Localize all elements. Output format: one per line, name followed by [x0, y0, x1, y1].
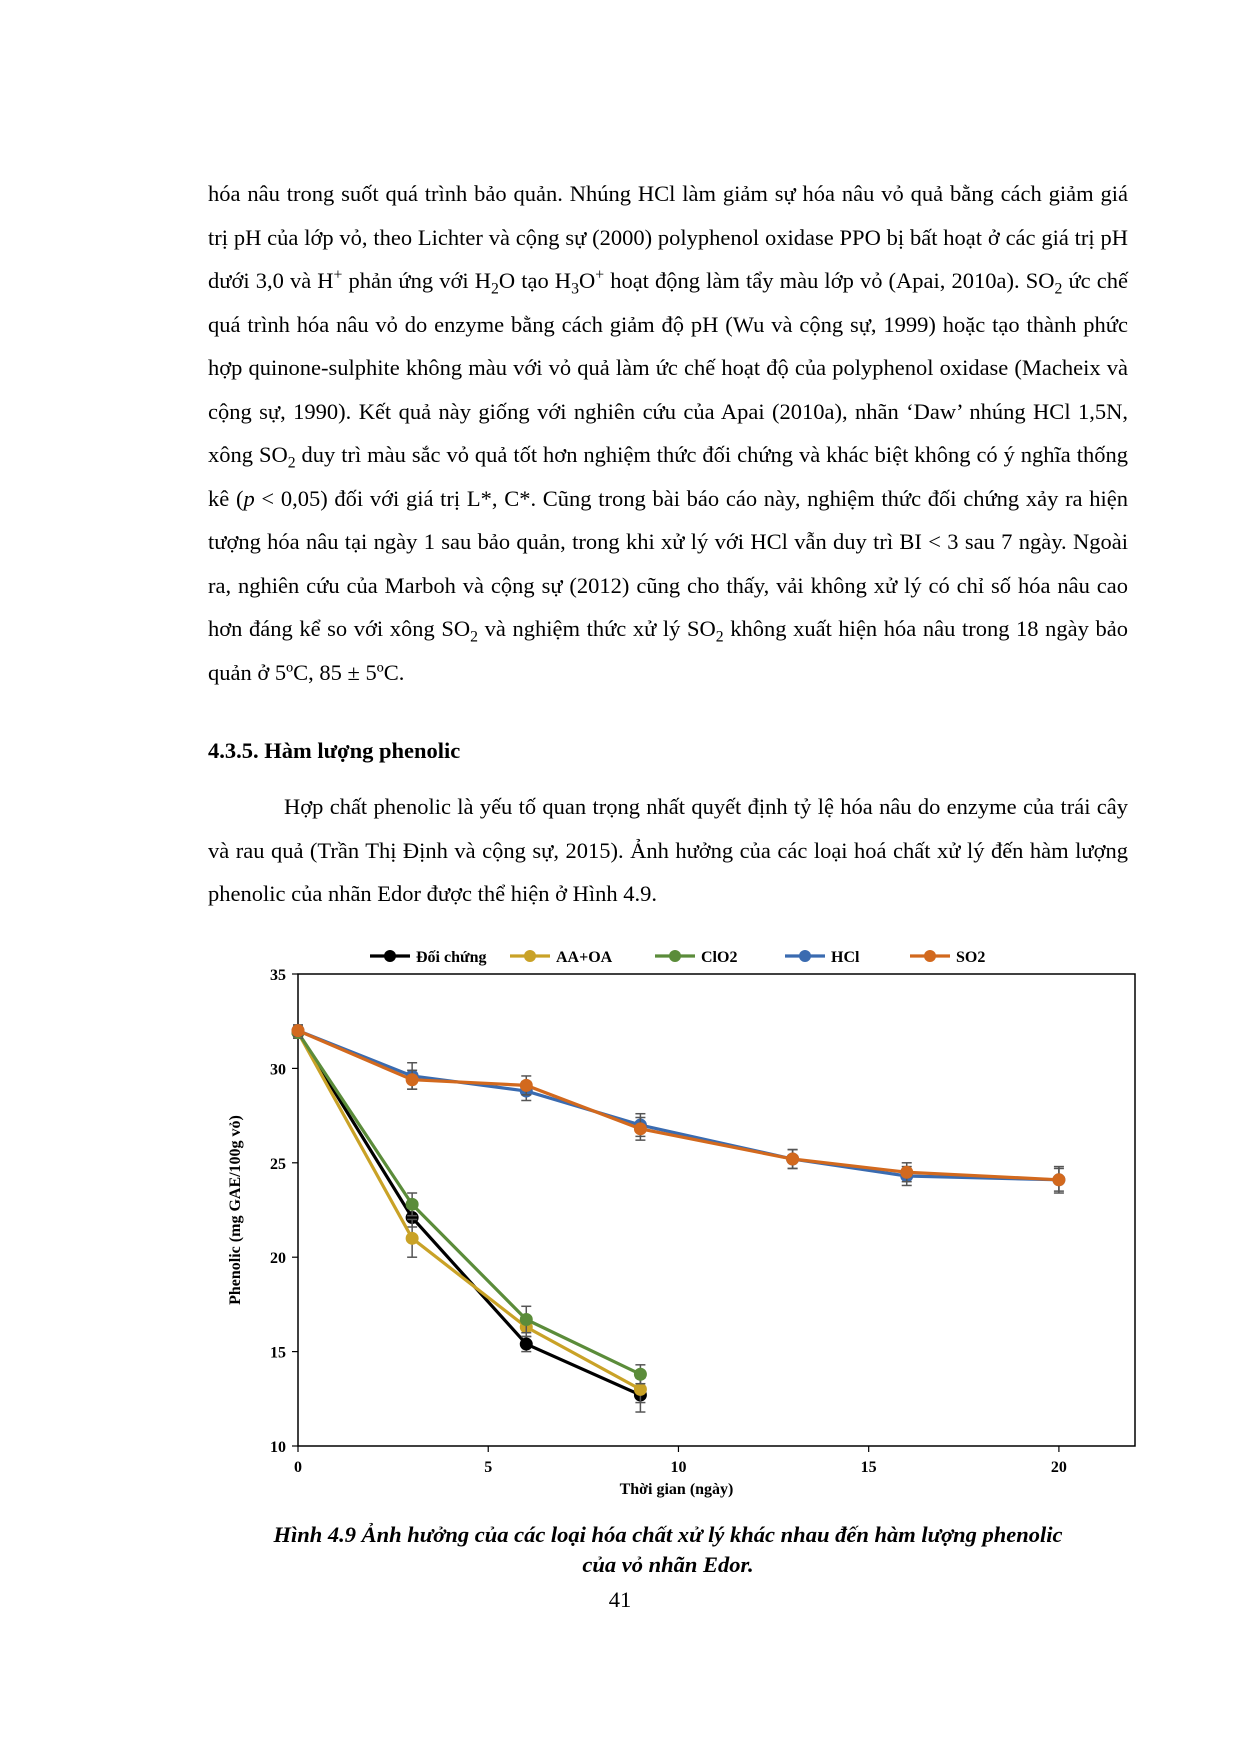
- text-run: hoạt động làm tẩy màu lớp vỏ (Apai, 2010a). SO: [604, 268, 1055, 293]
- data-point: [634, 1368, 646, 1380]
- legend-label: HCl: [831, 949, 860, 966]
- caption-line-1: Hình 4.9 Ảnh hưởng của các loại hóa chất xử lý khác nhau đến hàm lượng phenolic: [273, 1522, 1063, 1547]
- legend-marker: [669, 950, 681, 962]
- legend-label: ClO2: [701, 949, 738, 966]
- series-line: [298, 1031, 1059, 1180]
- data-point: [406, 1074, 418, 1086]
- text-run: O tạo H: [498, 268, 572, 293]
- text-run: hóa nâu trong suốt quá trình bảo quản. Nhúng HCl làm giảm sự hóa nâu vỏ quả bằng cách giảm giá trị pH của lớp vỏ, theo Lichter và cộng sự (2000) polyphenol oxidase PPO bị bất hoạt ở các giá trị pH dưới 3,0 và H: [208, 181, 1128, 293]
- data-point: [520, 1314, 532, 1326]
- caption-line-2: của vỏ nhãn Edor.: [582, 1552, 754, 1577]
- data-point: [901, 1166, 913, 1178]
- page-number: 41: [608, 1587, 632, 1612]
- superscript: +: [595, 266, 605, 284]
- x-tick-label: 0: [294, 1459, 302, 1476]
- phenolic-line-chart: [210, 938, 1140, 1508]
- series-line: [298, 1031, 1059, 1180]
- figure-caption: [208, 1520, 1128, 1580]
- section-heading: 4.3.5. Hàm lượng phenolic: [208, 738, 461, 763]
- legend-marker: [799, 950, 811, 962]
- data-point: [634, 1383, 646, 1395]
- body-paragraph-2: Hợp chất phenolic là yếu tố quan trọng nhất quyết định tỷ lệ hóa nâu do enzyme của trái cây và rau quả (Trần Thị Định và cộng sự, 2015). Ảnh hưởng của các loại hoá chất xử lý đến hàm lượng phenolic của nhãn Edor được thể hiện ở Hình 4.9.: [208, 794, 1128, 906]
- legend-label: AA+OA: [556, 949, 613, 966]
- data-point: [520, 1338, 532, 1350]
- subscript: 2: [715, 628, 724, 646]
- italic-p: p: [243, 485, 255, 511]
- x-tick-label: 5: [484, 1459, 493, 1476]
- data-point: [292, 1025, 304, 1037]
- series-line: [298, 1033, 640, 1390]
- legend-marker: [924, 950, 936, 962]
- legend-label: Đối chứng: [416, 949, 487, 966]
- y-tick-label: 25: [270, 1155, 286, 1173]
- subscript: 2: [470, 628, 479, 646]
- y-tick-label: 15: [270, 1344, 286, 1362]
- y-tick-label: 30: [270, 1061, 286, 1079]
- superscript: +: [333, 266, 343, 284]
- x-tick-label: 20: [1050, 1459, 1067, 1476]
- text-run: O: [578, 268, 596, 293]
- data-point: [406, 1198, 418, 1210]
- text-run: ức chế quá trình hóa nâu vỏ do enzyme bằng cách giảm độ pH (Wu và cộng sự, 1999) hoặc tạo thành phức hợp quinone-sulphite không màu với vỏ quả làm ức chế hoạt độ của polyphenol oxidase (Macheix và cộng sự, 1990). Kết quả này giống với nghiên cứu của Apai (2010a), nhãn ‘Daw’ nhúng HCl 1,5N, xông SO: [208, 268, 1128, 467]
- y-tick-label: 10: [270, 1439, 286, 1456]
- legend-label: SO2: [956, 949, 986, 966]
- legend-marker: [384, 950, 396, 962]
- y-tick-label: 35: [270, 967, 286, 984]
- data-point: [634, 1123, 646, 1135]
- x-tick-label: 10: [670, 1459, 687, 1476]
- data-point: [406, 1232, 418, 1244]
- text-run: < 0,05) đối với giá trị L*, C*. Cũng trong bài báo cáo này, nghiệm thức đối chứng xảy ra hiện tượng hóa nâu tại ngày 1 sau bảo quản, trong khi xử lý với HCl vẫn duy trì BI < 3 sau 7 ngày. Ngoài ra, nghiên cứu của Marboh và cộng sự (2012) cũng cho thấy, vải không xử lý có chỉ số hóa nâu cao hơn đáng kể so với xông SO: [208, 485, 1128, 641]
- y-tick-label: 20: [270, 1250, 286, 1268]
- x-tick-label: 15: [860, 1459, 877, 1476]
- legend-marker: [524, 950, 536, 962]
- subscript: 3: [571, 280, 579, 298]
- subscript: 2: [287, 454, 296, 472]
- data-point: [787, 1153, 799, 1165]
- x-axis-label: Thời gian (ngày): [619, 1481, 734, 1498]
- data-point: [520, 1079, 532, 1091]
- body-paragraph-1: [208, 172, 1128, 694]
- text-run: duy trì màu sắc vỏ quả tốt hơn nghiệm thức đối chứng và khác biệt không có ý nghĩa thống kê (: [208, 442, 1128, 511]
- text-run: không xuất hiện hóa nâu trong 18 ngày bảo quản ở 5ºC, 85 ± 5ºC.: [208, 616, 1128, 685]
- data-point: [1053, 1174, 1065, 1186]
- subscript: 2: [1054, 280, 1063, 298]
- plot-frame: [298, 974, 1135, 1446]
- text-run: phản ứng với H: [342, 268, 491, 293]
- y-axis-label: Phenolic (mg GAE/100g vỏ): [227, 1115, 244, 1305]
- series-line: [298, 1033, 640, 1395]
- subscript: 2: [490, 280, 499, 298]
- text-run: và nghiệm thức xử lý SO: [478, 616, 716, 641]
